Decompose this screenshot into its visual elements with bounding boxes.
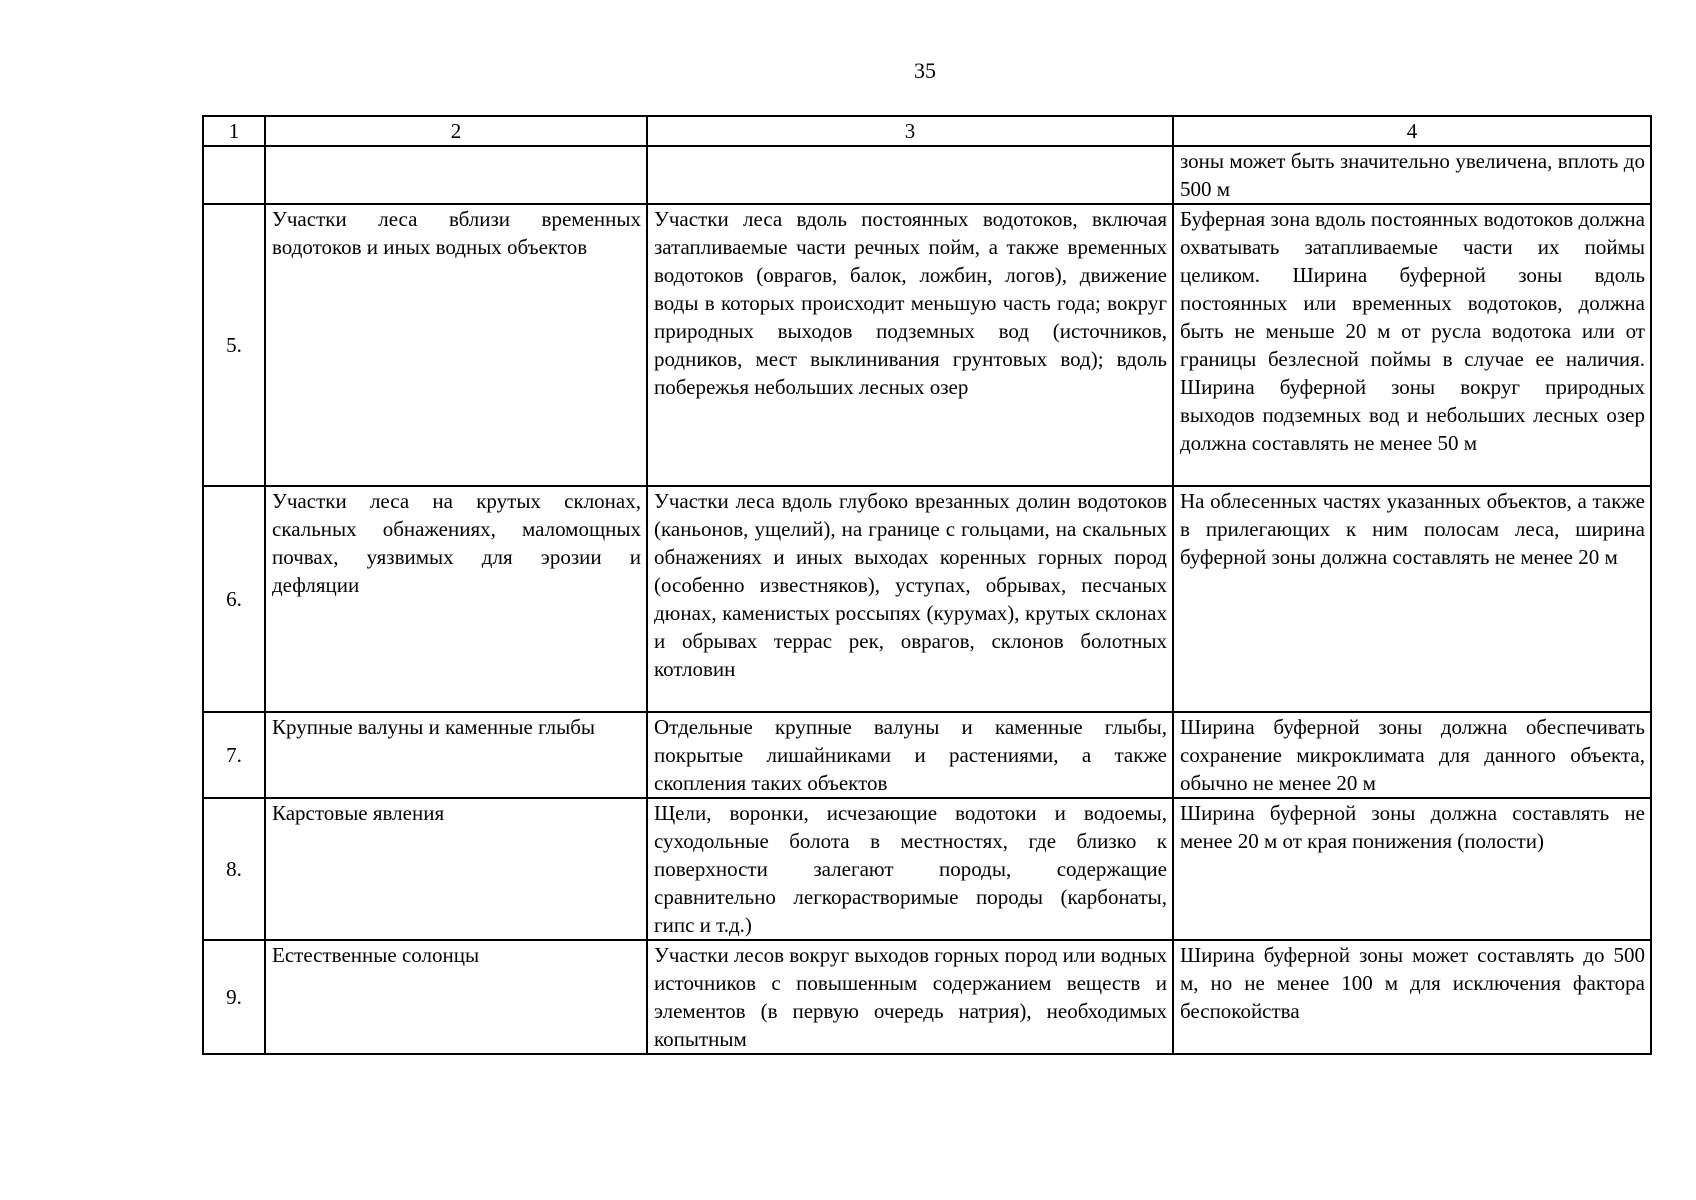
row-number: 5. [203,204,265,486]
page-number: 35 [914,58,936,83]
table-row [203,486,1651,712]
buffer-zone-cell: На облесенных частях указанных объектов, а также в прилегающих к ним полосам леса, ширина буферной зоны должна составлять не менее 20 м [1173,486,1651,712]
header-cell-4: 4 [1173,116,1651,146]
buffer-zone-cell: зоны может быть значительно увеличена, вплоть до 500 м [1173,146,1651,204]
table-row [203,204,1651,486]
object-type-cell: Крупные валуны и каменные глыбы [265,712,647,798]
table-row [203,712,1651,798]
table-row [203,798,1651,940]
object-type-cell: Естественные солонцы [265,940,647,1054]
row-number: 7. [203,712,265,798]
header-cell-2: 2 [265,116,647,146]
buffer-zone-cell: Ширина буферной зоны должна составлять не менее 20 м от края понижения (полости) [1173,798,1651,940]
row-number [203,146,265,204]
table-row [203,146,1651,204]
description-cell: Участки леса вдоль постоянных водотоков, включая затапливаемые части речных пойм, а также временных водотоков (оврагов, балок, ложбин, логов), движение воды в которых происходит меньшую часть года; вокруг природных выходов подземных вод (источников, родников, мест выклинивания грунтовых вод); вдоль побережья небольших лесных озер [647,204,1173,486]
buffer-zone-cell: Ширина буферной зоны может составлять до 500 м, но не менее 100 м для исключения фактора беспокойства [1173,940,1651,1054]
buffer-zone-cell: Буферная зона вдоль постоянных водотоков должна охватывать затапливаемые части их поймы целиком. Ширина буферной зоны вдоль постоянных или временных водотоков, должна быть не меньше 20 м от русла водотока или от границы безлесной поймы в случае ее наличия. Ширина буферной зоны вокруг природных выходов подземных вод и небольших лесных озер должна составлять не менее 50 м [1173,204,1651,486]
description-cell: Участки леса вдоль глубоко врезанных долин водотоков (каньонов, ущелий), на границе с гольцами, на скальных обнажениях и иных выходах коренных горных пород (особенно известняков), уступах, обрывах, песчаных дюнах, каменистых россыпях (курумах), крутых склонах и обрывах террас рек, оврагов, склонов болотных котловин [647,486,1173,712]
buffer-zone-table [202,115,1652,1055]
row-number: 9. [203,940,265,1054]
description-cell: Отдельные крупные валуны и каменные глыбы, покрытые лишайниками и растениями, а также скопления таких объектов [647,712,1173,798]
description-cell: Щели, воронки, исчезающие водотоки и водоемы, суходольные болота в местностях, где близко к поверхности залегают породы, содержащие сравнительно легкорастворимые породы (карбонаты, гипс и т.д.) [647,798,1173,940]
object-type-cell: Участки леса вблизи временных водотоков и иных водных объектов [265,204,647,486]
description-cell: Участки лесов вокруг выходов горных пород или водных источников с повышенным содержанием веществ и элементов (в первую очередь натрия), необходимых копытным [647,940,1173,1054]
object-type-cell: Участки леса на крутых склонах, скальных обнажениях, маломощных почвах, уязвимых для эрозии и дефляции [265,486,647,712]
header-cell-1: 1 [203,116,265,146]
object-type-cell: Карстовые явления [265,798,647,940]
row-number: 8. [203,798,265,940]
row-number: 6. [203,486,265,712]
table-row [203,940,1651,1054]
header-cell-3: 3 [647,116,1173,146]
description-cell [647,146,1173,204]
buffer-zone-cell: Ширина буферной зоны должна обеспечивать сохранение микроклимата для данного объекта, обычно не менее 20 м [1173,712,1651,798]
object-type-cell [265,146,647,204]
table-header-row [203,116,1651,146]
